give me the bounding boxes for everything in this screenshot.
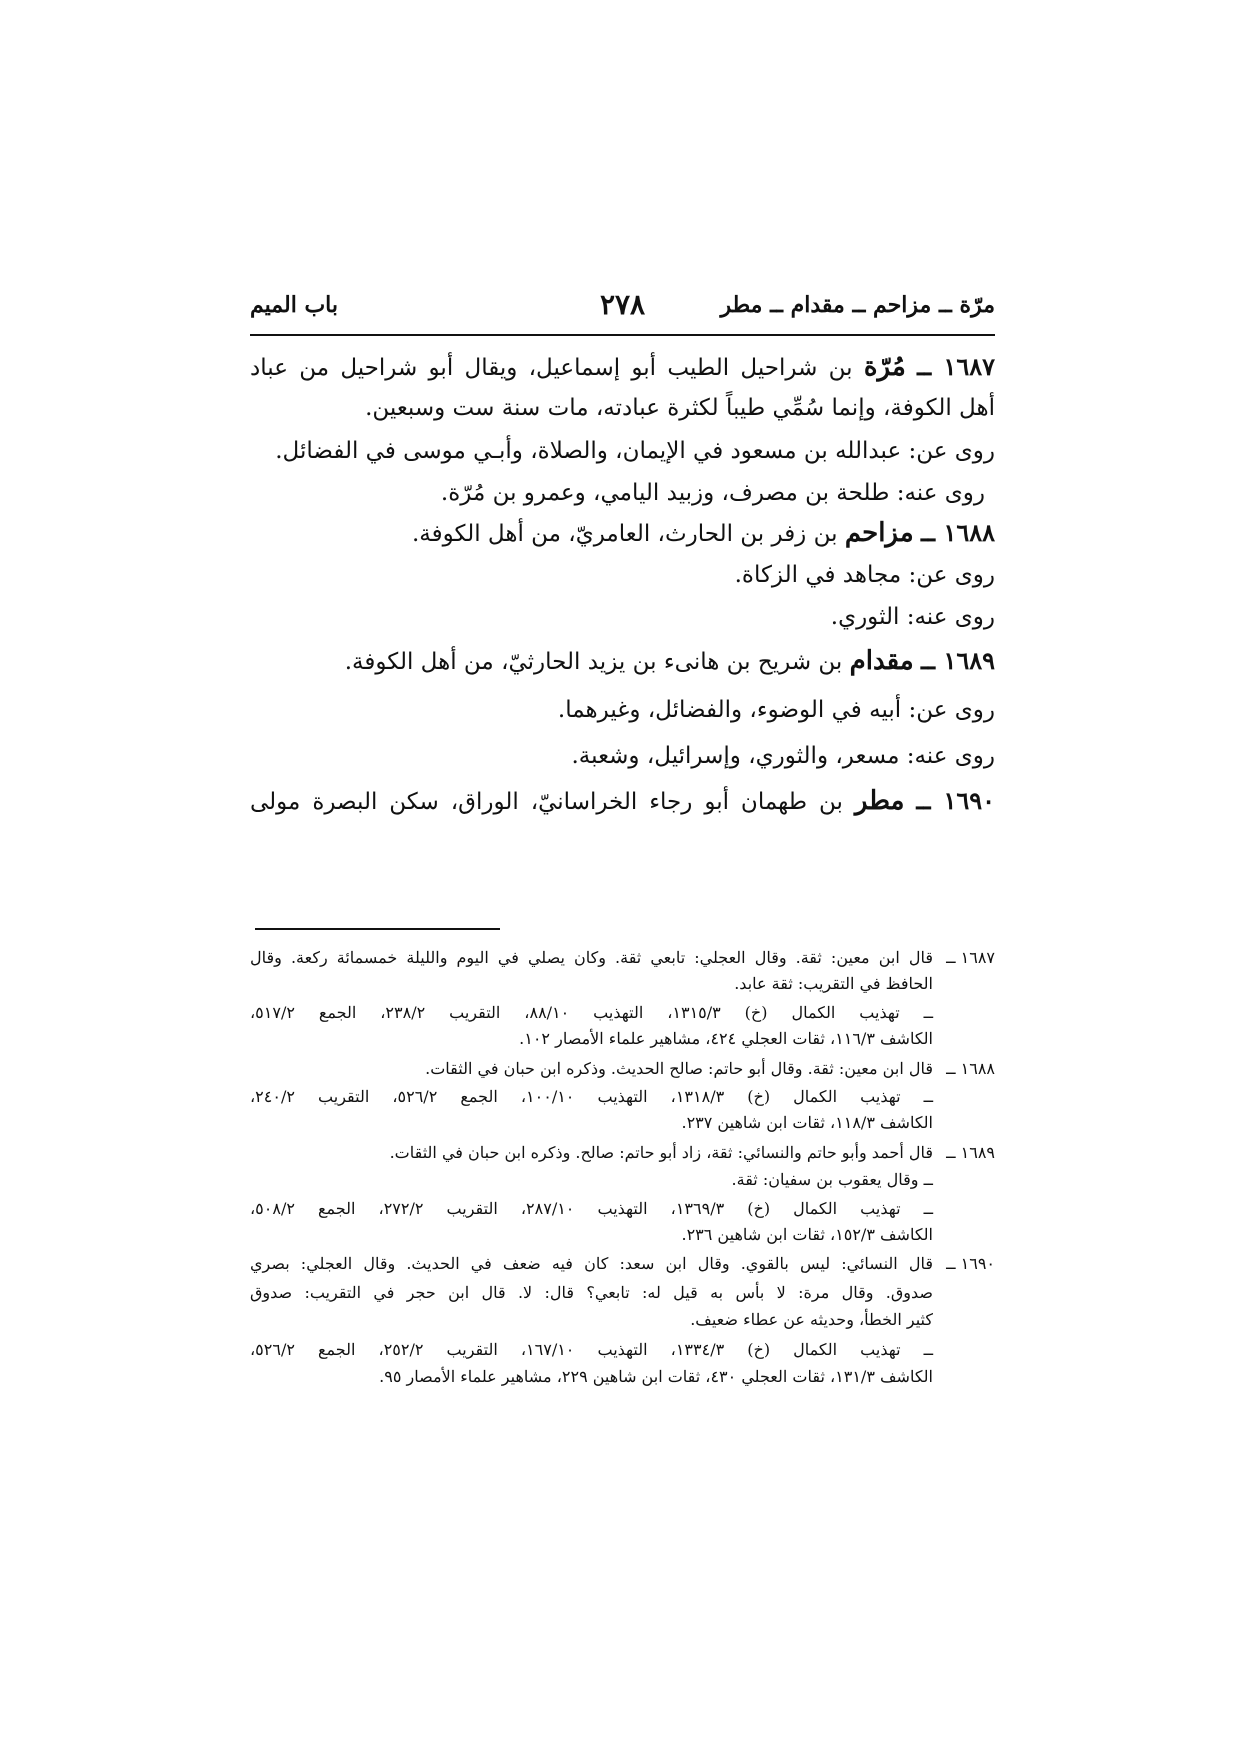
entry-1687-line-1 [250, 350, 995, 385]
entry-text: بن شراحيل الطيب أبو إسماعيل، ويقال أبو شراحيل من عباد [250, 355, 853, 381]
entry-1690-line-1 [250, 784, 995, 819]
footnote-number: ١٦٨٧ ــ [946, 948, 995, 967]
entry-name: مقدام [849, 646, 914, 676]
entry-1689-narrated-by: روى عنه: مسعر، والثوري، وإسرائيل، وشعبة. [571, 743, 995, 769]
footnote-1690-line-3: كثير الخطأ، وحديثه عن عطاء ضعيف. [690, 1310, 933, 1329]
entry-text: بن طهمان أبو رجاء الخراسانيّ، الوراق، سكن البصرة مولى [250, 789, 843, 815]
header-chapter-title: باب الميم [250, 292, 339, 318]
footnote-1690-line-1: قال النسائي: ليس بالقوي. وقال ابن سعد: كان فيه ضعف في الحديث. وقال العجلي: بصري [250, 1254, 933, 1273]
footnote-1690-line-5: الكاشف ١٣١/٣، ثقات العجلي ٤٣٠، ثقات ابن شاهين ٢٢٩، مشاهير علماء الأمصار ٩٥. [379, 1367, 933, 1386]
footnote-1689-line-2: ــ وقال يعقوب بن سفيان: ثقة. [731, 1170, 933, 1189]
entry-name: مطر [854, 786, 905, 816]
footnote-number: ١٦٨٩ ــ [946, 1143, 995, 1162]
entry-number: ١٦٨٨ ــ [921, 518, 995, 547]
header-chapter-topics: مرّة ــ مزاحم ــ مقدام ــ مطر [720, 292, 995, 318]
footnote-1687-line-4: الكاشف ١١٦/٣، ثقات العجلي ٤٢٤، مشاهير علماء الأمصار ١٠٢. [519, 1029, 933, 1048]
entry-1688-narrated-from: روى عن: مجاهد في الزكاة. [734, 562, 995, 588]
entry-1688-line-1 [412, 516, 995, 551]
footnote-1687-line-1: قال ابن معين: ثقة. وقال العجلي: تابعي ثقة. وكان يصلي في اليوم والليلة خمسمائة ركعة. وقال [250, 948, 933, 967]
footnote-1689-line-3: ــ تهذيب الكمال (خ) ١٣٦٩/٣، التهذيب ٢٨٧/١٠، التقريب ٢٧٢/٢، الجمع ٥٠٨/٢، [250, 1199, 933, 1218]
footnote-1688-line-2: ــ تهذيب الكمال (خ) ١٣١٨/٣، التهذيب ١٠٠/١٠، الجمع ٥٢٦/٢، التقريب ٢٤٠/٢، [250, 1087, 933, 1106]
entry-number: ١٦٨٧ ــ [917, 352, 996, 381]
entry-1687-line-2: أهل الكوفة، وإنما سُمِّي طيباً لكثرة عبادته، مات سنة ست وسبعين. [365, 395, 995, 421]
footnote-number: ١٦٨٨ ــ [946, 1059, 995, 1078]
entry-1688-narrated-by: روى عنه: الثوري. [830, 604, 995, 630]
footnote-1688-line-1: قال ابن معين: ثقة. وقال أبو حاتم: صالح الحديث. وذكره ابن حبان في الثقات. [425, 1059, 933, 1078]
entry-number: ١٦٨٩ ــ [921, 646, 995, 675]
entry-1687-narrated-from: روى عن: عبدالله بن مسعود في الإيمان، والصلاة، وأبـي موسى في الفضائل. [275, 438, 995, 464]
entry-1687-narrated-by: روى عنه: طلحة بن مصرف، وزبيد اليامي، وعمرو بن مُرّة. [440, 480, 985, 506]
entry-1689-line-1 [345, 644, 995, 679]
footnote-1689-line-1: قال أحمد وأبو حاتم والنسائي: ثقة، زاد أبو حاتم: صالح. وذكره ابن حبان في الثقات. [389, 1143, 933, 1162]
entry-number: ١٦٩٠ ــ [916, 786, 996, 815]
footnote-number: ١٦٩٠ ــ [946, 1254, 995, 1273]
entry-name: مزاحم [844, 518, 914, 548]
footnote-1690-line-2: صدوق. وقال مرة: لا بأس به قيل له: تابعي؟ قال: لا. قال ابن حجر في التقريب: صدوق [250, 1283, 933, 1302]
entry-1689-narrated-from: روى عن: أبيه في الوضوء، والفضائل، وغيرهما. [557, 697, 995, 723]
footnote-1687-line-3: ــ تهذيب الكمال (خ) ١٣١٥/٣، التهذيب ٨٨/١٠، التقريب ٢٣٨/٢، الجمع ٥١٧/٢، [250, 1003, 933, 1022]
entry-text: بن زفر بن الحارث، العامريّ، من أهل الكوفة. [411, 521, 838, 547]
header-rule [250, 334, 995, 336]
footnote-separator [255, 928, 500, 930]
entry-name: مُرّة [863, 352, 906, 382]
footnote-1690-line-4: ــ تهذيب الكمال (خ) ١٣٣٤/٣، التهذيب ١٦٧/١٠، التقريب ٢٥٢/٢، الجمع ٥٢٦/٢، [250, 1340, 933, 1359]
page-number: ٢٧٨ [599, 288, 646, 321]
footnote-1689-line-4: الكاشف ١٥٢/٣، ثقات ابن شاهين ٢٣٦. [681, 1225, 933, 1244]
footnote-1688-line-3: الكاشف ١١٨/٣، ثقات ابن شاهين ٢٣٧. [681, 1113, 933, 1132]
footnote-1687-line-2: الحافظ في التقريب: ثقة عابد. [734, 974, 933, 993]
running-header [250, 288, 995, 328]
entry-text: بن شريح بن هانىء بن يزيد الحارثيّ، من أهل الكوفة. [344, 649, 843, 675]
